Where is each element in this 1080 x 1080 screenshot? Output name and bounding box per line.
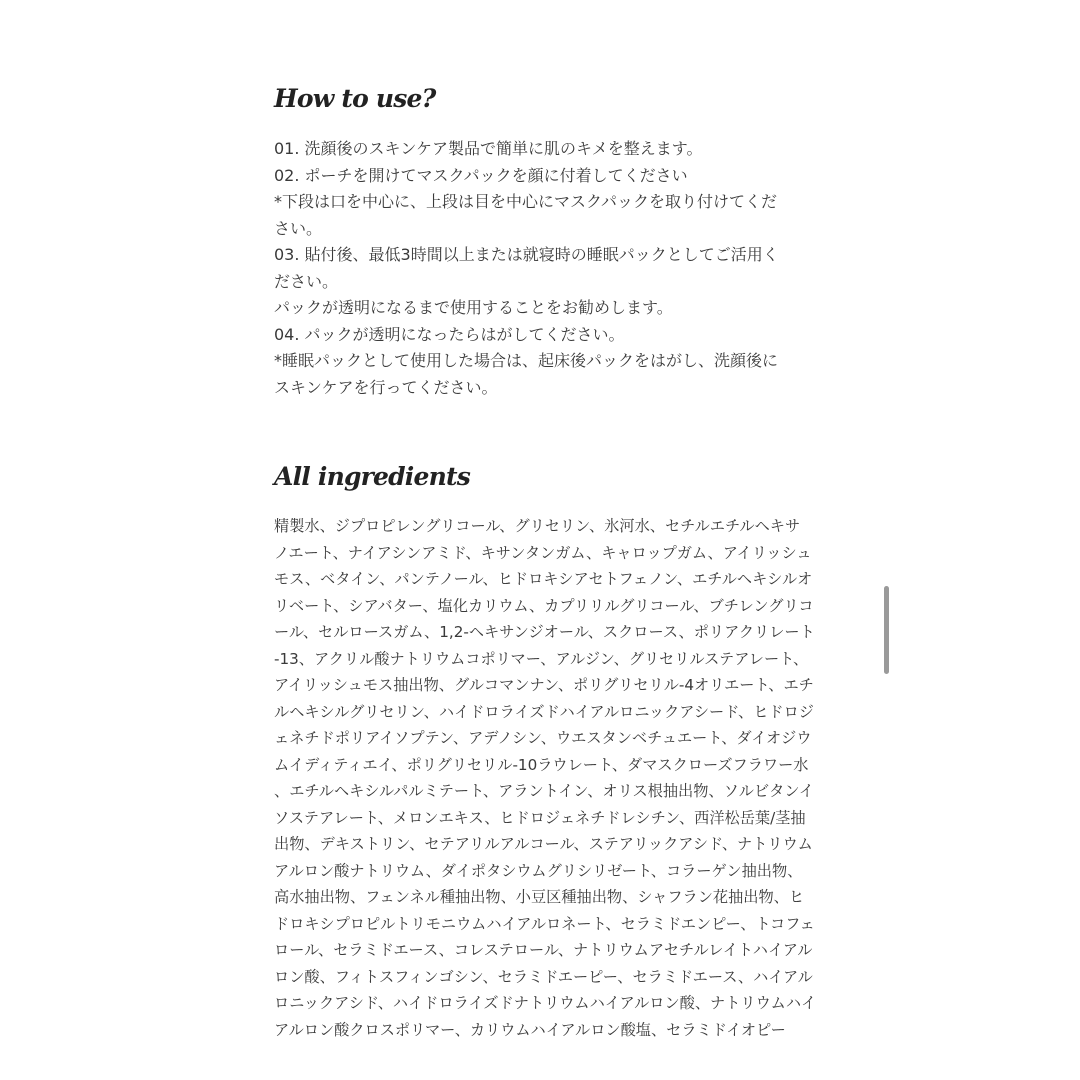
ingredients-line: 高水抽出物、フェンネル種抽出物、小豆区種抽出物、シャフラン花抽出物、ヒ <box>274 888 805 906</box>
step-line: 04. パックが透明になったらはがしてください。 <box>274 324 625 344</box>
all-ingredients-heading: All ingredients <box>274 462 471 491</box>
ingredients-line: アイリッシュモス抽出物、グルコマンナン、ポリグリセリル-4オリエート、エチ <box>274 676 814 694</box>
ingredients-line: 精製水、ジプロピレングリコール、グリセリン、氷河水、セチルエチルヘキサ <box>274 517 801 535</box>
ingredients-line: アルロン酸クロスポリマー、カリウムハイアルロン酸塩、セラミドイオピー <box>274 1020 786 1039</box>
vertical-scrollbar-thumb[interactable] <box>884 586 889 674</box>
ingredients-line: 、エチルヘキシルパルミテート、アラントイン、オリス根抽出物、ソルビタンイ <box>274 782 814 800</box>
step-line: *睡眠パックとして使用した場合は、起床後パックをはがし、洗顔後に <box>274 351 779 370</box>
step-line: 03. 貼付後、最低3時間以上または就寝時の睡眠パックとしてご活用く <box>274 245 779 264</box>
how-to-use-steps <box>274 136 809 401</box>
step-line: さい。 <box>274 218 323 238</box>
how-to-use-heading: How to use? <box>274 84 436 113</box>
ingredients-list <box>274 513 817 1043</box>
ingredients-line: アルロン酸ナトリウム、ダイポタシウムグリシリゼート、コラーゲン抽出物、 <box>274 861 803 880</box>
step-line: パックが透明になるまで使用することをお勧めします。 <box>274 298 673 317</box>
step-line: 01. 洗顔後のスキンケア製品で簡単に肌のキメを整えます。 <box>274 139 703 158</box>
ingredients-line: 出物、デキストリン、セテアリルアルコール、ステアリックアシド、ナトリウム <box>274 835 813 853</box>
ingredients-line: ール、セルロースガム、1,2-ヘキサンジオール、スクロース、ポリアクリレート <box>274 623 815 641</box>
ingredients-line: ェネチドポリアイソプテン、アデノシン、ウエスタンベチュエート、ダイオジウ <box>274 729 812 747</box>
ingredients-line: ドロキシプロピルトリモニウムハイアルロネート、セラミドエンピー、トコフェ <box>274 914 815 933</box>
ingredients-line: ロニックアシド、ハイドロライズドナトリウムハイアルロン酸、ナトリウムハイ <box>274 994 817 1012</box>
ingredients-line: -13、アクリル酸ナトリウムコポリマー、アルジン、グリセリルステアレート、 <box>274 649 809 668</box>
ingredients-line: ソステアレート、メロンエキス、ヒドロジェネチドレシチン、西洋松岳葉/茎抽 <box>274 808 806 827</box>
step-line: スキンケアを行ってください。 <box>274 377 498 397</box>
ingredients-line: ロール、セラミドエース、コレステロール、ナトリウムアセチルレイトハイアル <box>274 941 813 959</box>
ingredients-line: モス、ベタイン、パンテノール、ヒドロキシアセトフェノン、エチルヘキシルオ <box>274 570 813 588</box>
ingredients-line: ムイディティエイ、ポリグリセリル-10ラウレート、ダマスクローズフラワー水 <box>274 755 809 774</box>
ingredients-line: リベート、シアバター、塩化カリウム、カプリリルグリコール、ブチレングリコ <box>274 596 814 615</box>
ingredients-line: ノエート、ナイアシンアミド、キサンタンガム、キャロップガム、アイリッシュ <box>274 543 812 562</box>
ingredients-line: ロン酸、フィトスフィンゴシン、セラミドエーピー、セラミドエース、ハイアル <box>274 967 813 986</box>
step-line: ださい。 <box>274 271 339 291</box>
ingredients-line: ルヘキシルグリセリン、ハイドロライズドハイアルロニックアシード、ヒドロジ <box>274 702 814 721</box>
step-line: *下段は口を中心に、上段は目を中心にマスクパックを取り付けてくだ <box>274 192 778 211</box>
step-line: 02. ポーチを開けてマスクパックを顔に付着してください <box>274 165 688 185</box>
